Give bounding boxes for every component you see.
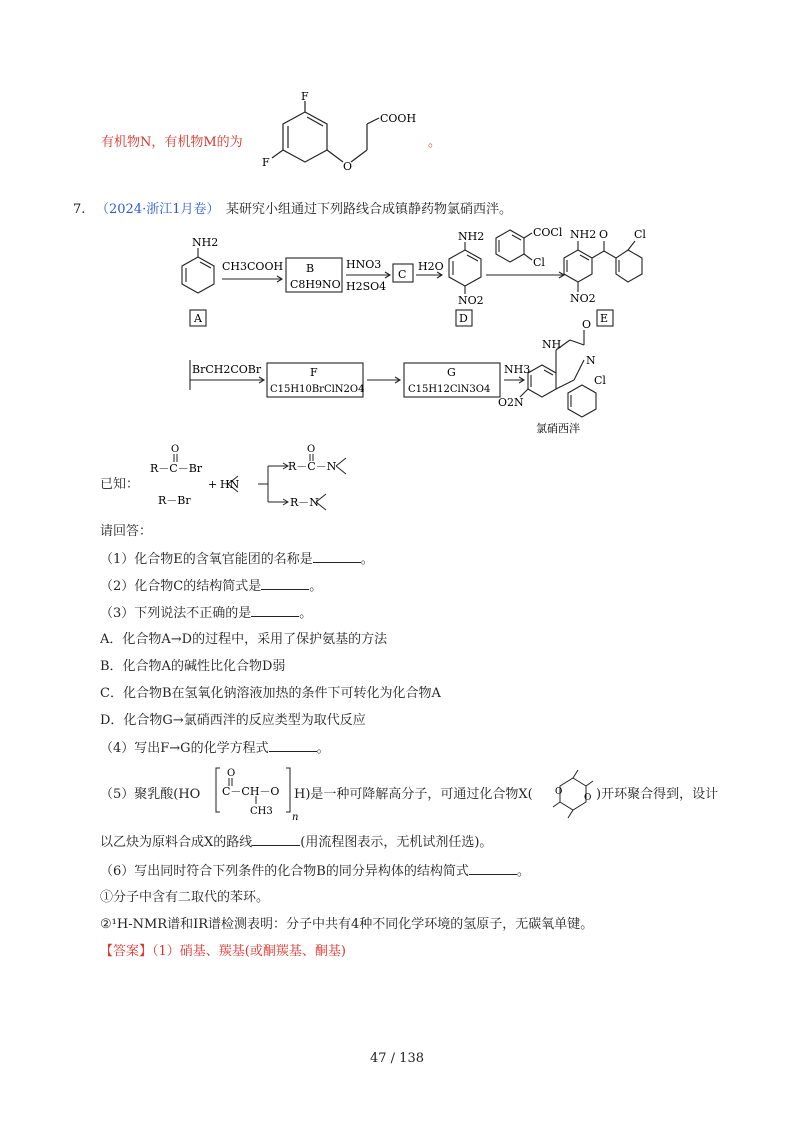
q5-blank[interactable]: [252, 833, 300, 846]
svg-text:O: O: [343, 160, 353, 173]
svg-text:O: O: [582, 318, 592, 331]
q6: （6）写出同时符合下列条件的化合物B的同分异构体的结构简式 。: [100, 864, 530, 879]
svg-text:氯硝西泮: 氯硝西泮: [536, 422, 580, 435]
svg-text:O: O: [307, 444, 316, 455]
option-c: C．化合物B在氢氧化钠溶液加热的条件下可转化为化合物A: [100, 686, 441, 701]
svg-text:NH2: NH2: [192, 236, 219, 249]
synthesis-scheme: [170, 220, 650, 440]
svg-text:O2N: O2N: [498, 396, 524, 409]
svg-text:H2SO4: H2SO4: [346, 280, 387, 293]
svg-text:n: n: [292, 812, 299, 823]
option-b: B．化合物A的碱性比化合物D弱: [100, 659, 286, 674]
compound-m-structure: [255, 92, 435, 192]
svg-text:D: D: [459, 312, 468, 325]
svg-text:F: F: [262, 156, 270, 169]
svg-text:NH2: NH2: [458, 230, 485, 243]
known-reaction: [140, 444, 380, 512]
svg-text:N: N: [586, 354, 596, 367]
q6-blank[interactable]: [469, 862, 517, 875]
option-d: D．化合物G→氯硝西泮的反应类型为取代反应: [100, 713, 366, 728]
q1: （1）化合物E的含氧官能团的名称是 。: [100, 552, 374, 567]
page-number: 47 / 138: [370, 1051, 424, 1066]
q5-pre: （5）聚乳酸(HO: [100, 787, 201, 802]
question-number: 7.: [73, 202, 86, 217]
svg-text:HN: HN: [220, 478, 240, 491]
question-source: （2024·浙江1月卷）: [96, 202, 220, 217]
prev-answer-text: 有机物N，有机物M的为: [101, 135, 243, 150]
svg-text:Cl: Cl: [533, 256, 545, 269]
svg-text:O: O: [171, 444, 180, 455]
svg-text:NH3: NH3: [504, 363, 531, 376]
svg-text:Cl: Cl: [634, 228, 646, 241]
svg-text:NO2: NO2: [458, 294, 484, 307]
svg-text:COOH: COOH: [380, 112, 417, 125]
svg-text:R－C－N: R－C－N: [288, 460, 337, 473]
condition-2: ②¹H-NMR谱和IR谱检测表明：分子中共有4种不同化学环境的氢原子，无碳氧单键。: [100, 917, 594, 932]
prev-answer-end: 。: [428, 135, 442, 150]
svg-text:R－Br: R－Br: [158, 494, 191, 507]
lactide-structure: [548, 764, 598, 824]
svg-text:NH: NH: [542, 338, 562, 351]
svg-text:F: F: [301, 92, 309, 103]
q2: （2）化合物C的结构简式是 。: [100, 579, 323, 594]
svg-text:O: O: [227, 768, 236, 779]
svg-text:C8H9NO: C8H9NO: [290, 278, 341, 291]
option-a: A．化合物A→D的过程中，采用了保护氨基的方法: [100, 632, 388, 647]
q4-blank[interactable]: [269, 739, 317, 752]
svg-text:NH2: NH2: [570, 228, 597, 241]
question-stem: 某研究小组通过下列路线合成镇静药物氯硝西泮。: [226, 202, 513, 217]
svg-text:O: O: [584, 793, 592, 803]
svg-text:+: +: [208, 478, 218, 491]
svg-text:C: C: [398, 268, 407, 281]
svg-text:R－N: R－N: [290, 496, 319, 509]
svg-text:CH3: CH3: [250, 806, 273, 817]
svg-text:F: F: [310, 366, 318, 379]
answer-label: 【答案】: [100, 944, 153, 959]
q5-mid: H)是一种可降解高分子，可通过化合物X(: [294, 787, 533, 802]
svg-text:HNO3: HNO3: [346, 258, 382, 271]
svg-text:Cl: Cl: [594, 374, 606, 387]
svg-text:BrCH2COBr: BrCH2COBr: [192, 363, 262, 376]
q5-line2: 以乙炔为原料合成X的路线 (用流程图表示，无机试剂任选)。: [100, 835, 493, 850]
answer-text: （1）硝基、羰基(或酮羰基、酮基): [152, 944, 346, 959]
svg-text:R－C－Br: R－C－Br: [150, 462, 203, 475]
svg-text:H2O: H2O: [418, 260, 444, 273]
svg-text:C15H10BrClN2O4: C15H10BrClN2O4: [270, 384, 365, 395]
q2-blank[interactable]: [261, 577, 309, 590]
condition-1: ①分子中含有二取代的苯环。: [100, 890, 270, 905]
svg-text:CH3COOH: CH3COOH: [222, 260, 284, 273]
svg-text:G: G: [447, 366, 456, 379]
svg-text:E: E: [600, 312, 609, 325]
q3-blank[interactable]: [251, 604, 299, 617]
answer-line: [100, 943, 346, 960]
svg-text:B: B: [306, 262, 315, 275]
answer-prompt: 请回答：: [100, 524, 153, 539]
svg-text:COCl: COCl: [533, 226, 563, 239]
svg-text:O: O: [555, 787, 563, 797]
q5-post: )开环聚合得到，设计: [596, 787, 719, 802]
known-label: 已知：: [100, 477, 140, 492]
svg-text:O: O: [599, 228, 609, 241]
svg-text:C－CH－O: C－CH－O: [222, 785, 280, 798]
svg-text:NO2: NO2: [570, 292, 596, 305]
svg-text:A: A: [194, 312, 202, 325]
q1-blank[interactable]: [313, 550, 361, 563]
q3: （3）下列说法不正确的是 。: [100, 606, 313, 621]
q4: （4）写出F→G的化学方程式 。: [100, 741, 330, 756]
svg-text:C15H12ClN3O4: C15H12ClN3O4: [408, 384, 491, 395]
